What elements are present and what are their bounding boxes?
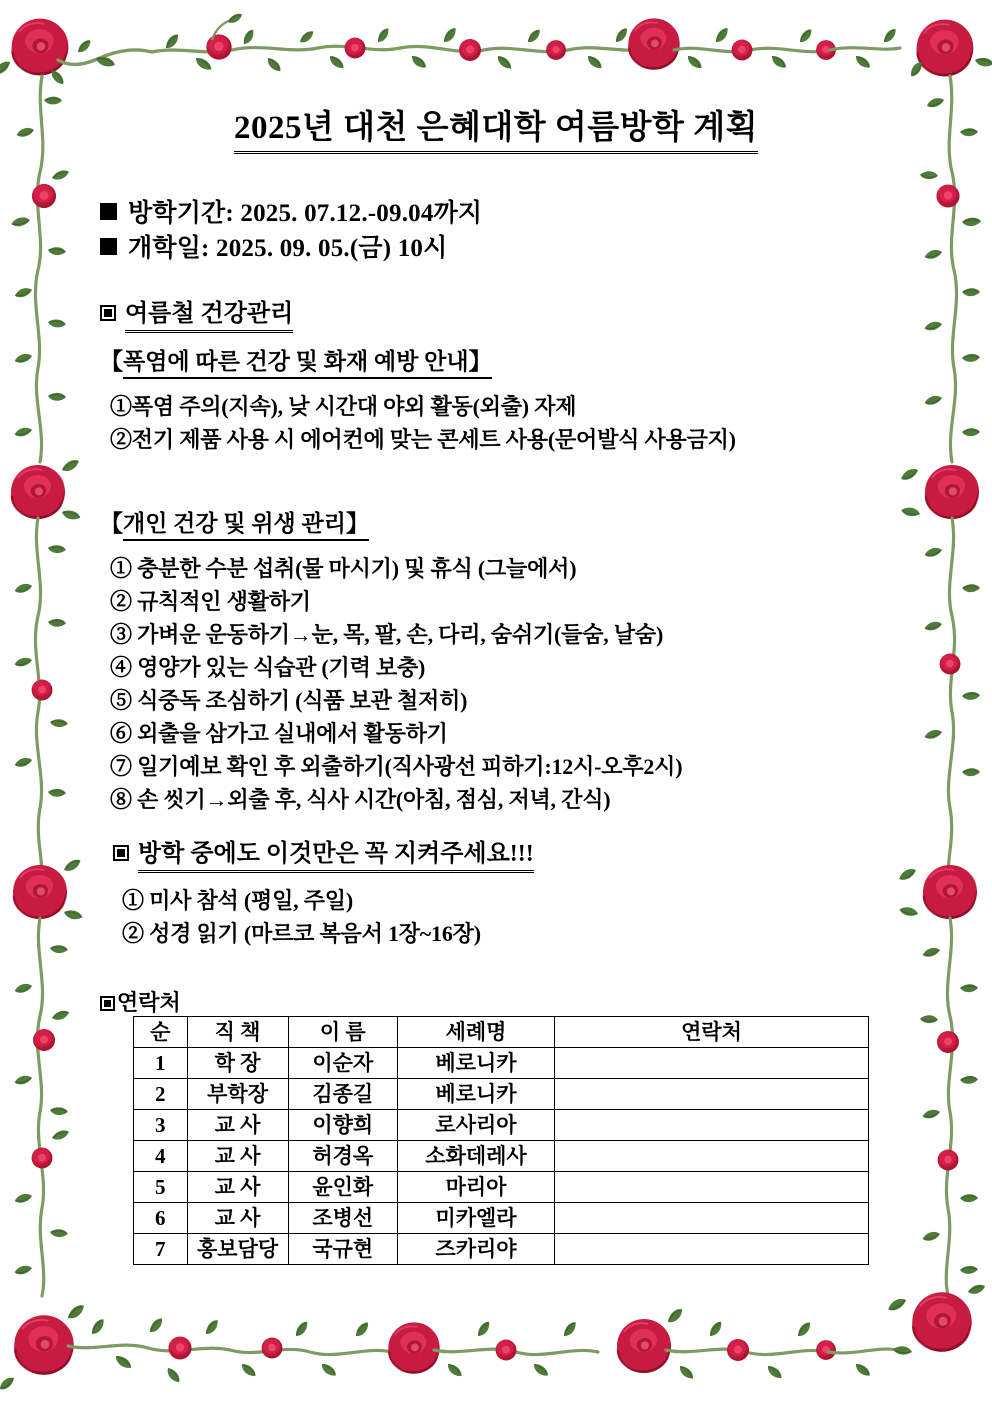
cell-name: 조병선 bbox=[288, 1203, 397, 1234]
table-row bbox=[134, 1141, 869, 1172]
cell-no: 5 bbox=[134, 1172, 188, 1203]
cell-name: 윤인화 bbox=[288, 1172, 397, 1203]
list-item: ② 규칙적인 생활하기 bbox=[110, 589, 311, 614]
cell-no: 1 bbox=[134, 1048, 188, 1079]
cell-baptismal: 마리아 bbox=[398, 1172, 555, 1203]
cell-baptismal: 베로니카 bbox=[398, 1048, 555, 1079]
cell-baptismal: 미카엘라 bbox=[398, 1203, 555, 1234]
cell-contact bbox=[554, 1048, 868, 1079]
table-row bbox=[134, 1110, 869, 1141]
list-item: ①폭염 주의(지속), 낮 시간대 야외 활동(외출) 자제 bbox=[110, 394, 577, 419]
section-heading-summer-health bbox=[100, 293, 293, 333]
double-square-bullet-icon bbox=[100, 305, 116, 321]
cell-name: 이향희 bbox=[288, 1110, 397, 1141]
filled-square-bullet-icon bbox=[100, 238, 117, 255]
cell-contact bbox=[554, 1141, 868, 1172]
page-title-text: 2025년 대천 은혜대학 여름방학 계획 bbox=[234, 110, 758, 154]
contact-section-heading bbox=[100, 986, 181, 1017]
bracket-heading-heatwave bbox=[100, 343, 492, 379]
list-item: ⑧ 손 씻기→외출 후, 식사 시간(아침, 점심, 저녁, 간식) bbox=[110, 787, 611, 812]
cell-baptismal: 로사리아 bbox=[398, 1110, 555, 1141]
section-heading-summer-health-text: 여름철 건강관리 bbox=[125, 293, 293, 333]
cell-contact bbox=[554, 1234, 868, 1265]
cell-name: 이순자 bbox=[288, 1048, 397, 1079]
cell-baptismal: 소화데레사 bbox=[398, 1141, 555, 1172]
vacation-period-line bbox=[100, 193, 482, 229]
list-item: ② 성경 읽기 (마르코 복음서 1장~16장) bbox=[122, 921, 481, 946]
table-header-row bbox=[134, 1017, 869, 1048]
reopen-date-text: 개학일: 2025. 09. 05.(금) 10시 bbox=[128, 235, 448, 262]
cell-contact bbox=[554, 1079, 868, 1110]
contact-table bbox=[133, 1016, 869, 1265]
bracket-open-icon: 【 bbox=[100, 349, 123, 374]
bracket-open-icon: 【 bbox=[100, 511, 123, 536]
bracket-heading-personal-hygiene-text: 개인 건강 및 위생 관리 bbox=[123, 511, 346, 536]
page-title bbox=[0, 110, 992, 154]
column-header-baptismal: 세례명 bbox=[398, 1017, 555, 1048]
list-item: ④ 영양가 있는 식습관 (기력 보충) bbox=[110, 655, 426, 680]
cell-no: 6 bbox=[134, 1203, 188, 1234]
cell-no: 2 bbox=[134, 1079, 188, 1110]
section-heading-vacation-rules-text: 방학 중에도 이것만은 꼭 지켜주세요!!! bbox=[138, 833, 534, 873]
cell-role: 교 사 bbox=[187, 1110, 288, 1141]
column-header-role: 직 책 bbox=[187, 1017, 288, 1048]
double-square-bullet-icon bbox=[113, 845, 129, 861]
list-item: ⑥ 외출을 삼가고 실내에서 활동하기 bbox=[110, 721, 448, 746]
cell-name: 김종길 bbox=[288, 1079, 397, 1110]
cell-no: 4 bbox=[134, 1141, 188, 1172]
section-heading-vacation-rules bbox=[113, 833, 534, 873]
table-row bbox=[134, 1203, 869, 1234]
cell-baptismal: 베로니카 bbox=[398, 1079, 555, 1110]
cell-name: 국규현 bbox=[288, 1234, 397, 1265]
cell-name: 허경옥 bbox=[288, 1141, 397, 1172]
cell-role: 교 사 bbox=[187, 1203, 288, 1234]
filled-square-bullet-icon bbox=[100, 203, 117, 220]
bracket-close-icon: 】 bbox=[345, 511, 369, 536]
cell-role: 교 사 bbox=[187, 1172, 288, 1203]
list-item: ⑦ 일기예보 확인 후 외출하기(직사광선 피하기:12시-오후2시) bbox=[110, 754, 683, 779]
cell-role: 교 사 bbox=[187, 1141, 288, 1172]
vacation-period-text: 방학기간: 2025. 07.12.-09.04까지 bbox=[128, 200, 483, 227]
reopen-date-line bbox=[100, 228, 447, 264]
list-item: ① 미사 참석 (평일, 주일) bbox=[122, 888, 353, 913]
cell-no: 3 bbox=[134, 1110, 188, 1141]
cell-contact bbox=[554, 1203, 868, 1234]
table-row bbox=[134, 1172, 869, 1203]
column-header-no: 순 bbox=[134, 1017, 188, 1048]
list-item: ⑤ 식중독 조심하기 (식품 보관 철저히) bbox=[110, 688, 468, 713]
table-row bbox=[134, 1234, 869, 1265]
column-header-name: 이 름 bbox=[288, 1017, 397, 1048]
list-item: ③ 가벼운 운동하기→눈, 목, 팔, 손, 다리, 숨쉬기(들숨, 날숨) bbox=[110, 622, 664, 647]
double-square-bullet-icon bbox=[100, 996, 115, 1011]
cell-no: 7 bbox=[134, 1234, 188, 1265]
bracket-heading-personal-hygiene bbox=[100, 505, 369, 541]
list-item: ②전기 제품 사용 시 에어컨에 맞는 콘세트 사용(문어발식 사용금지) bbox=[110, 427, 736, 452]
cell-contact bbox=[554, 1172, 868, 1203]
table-row bbox=[134, 1048, 869, 1079]
cell-baptismal: 즈카리야 bbox=[398, 1234, 555, 1265]
list-item: ① 충분한 수분 섭취(물 마시기) 및 휴식 (그늘에서) bbox=[110, 556, 577, 581]
bracket-close-icon: 】 bbox=[468, 349, 492, 374]
cell-role: 학 장 bbox=[187, 1048, 288, 1079]
table-row bbox=[134, 1079, 869, 1110]
column-header-contact: 연락처 bbox=[554, 1017, 868, 1048]
contact-section-heading-text: 연락처 bbox=[117, 990, 181, 1015]
bracket-heading-heatwave-text: 폭염에 따른 건강 및 화재 예방 안내 bbox=[123, 349, 469, 374]
cell-role: 부학장 bbox=[187, 1079, 288, 1110]
cell-contact bbox=[554, 1110, 868, 1141]
cell-role: 홍보담당 bbox=[187, 1234, 288, 1265]
